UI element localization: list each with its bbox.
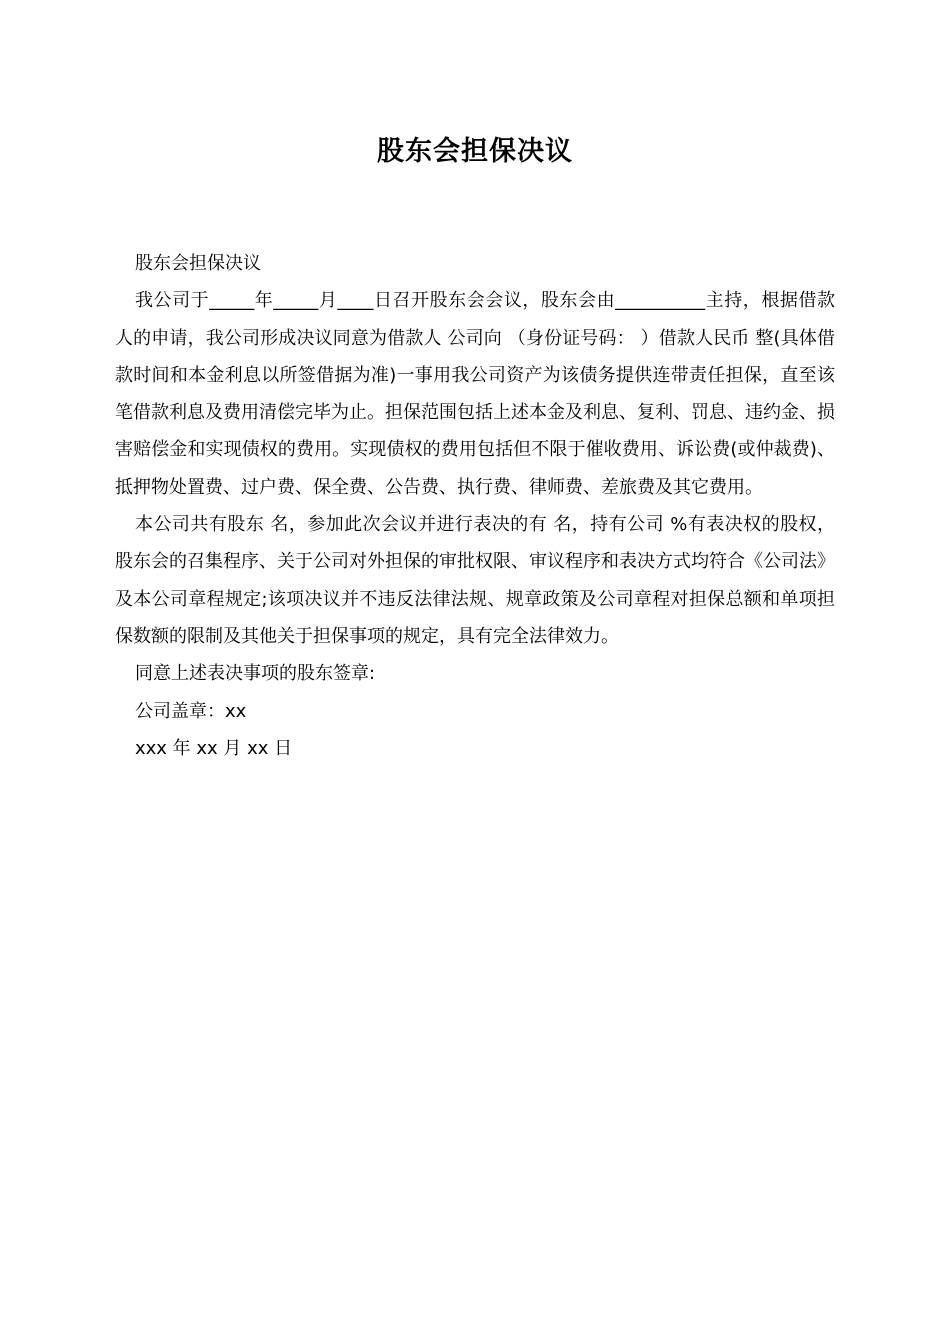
company-seal-line: 公司盖章：xx	[135, 700, 247, 722]
date-line: xxx 年 xx 月 xx 日	[135, 737, 293, 759]
document-body	[115, 245, 835, 767]
shareholder-signature-line: 同意上述表决事项的股东签章:	[135, 663, 376, 685]
document-title: 股东会担保决议	[377, 136, 573, 167]
resolution-paragraph-1: 我公司于_____年_____月____日召开股东会会议，股东会由__________主持，根据借款人的申请，我公司形成决议同意为借款人 公司向 （身份证号码： ）借款人民币 整(具体借款时间和本金利息以所签借据为准)一事用我公司资产为该债务提供连带责任担保，直至该笔借款利息及费用清偿完毕为止。担保范围包括上述本金及利息、复利、罚息、违约金、损害赔偿金和实现债权的费用。实现债权的费用包括但不限于催收费用、诉讼费(或仲裁费)、抵押物处置费、过户费、保全费、公告费、执行费、律师费、差旅费及其它费用。	[115, 290, 835, 498]
document-subtitle: 股东会担保决议	[135, 253, 261, 274]
resolution-paragraph-2: 本公司共有股东 名，参加此次会议并进行表决的有 名，持有公司 %有表决权的股权，股东会的召集程序、关于公司对外担保的审批权限、审议程序和表决方式均符合《公司法》及本公司章程规定;该项决议并不违反法律法规、规章政策及公司章程对担保总额和单项担保数额的限制及其他关于担保事项的规定，具有完全法律效力。	[115, 514, 835, 647]
